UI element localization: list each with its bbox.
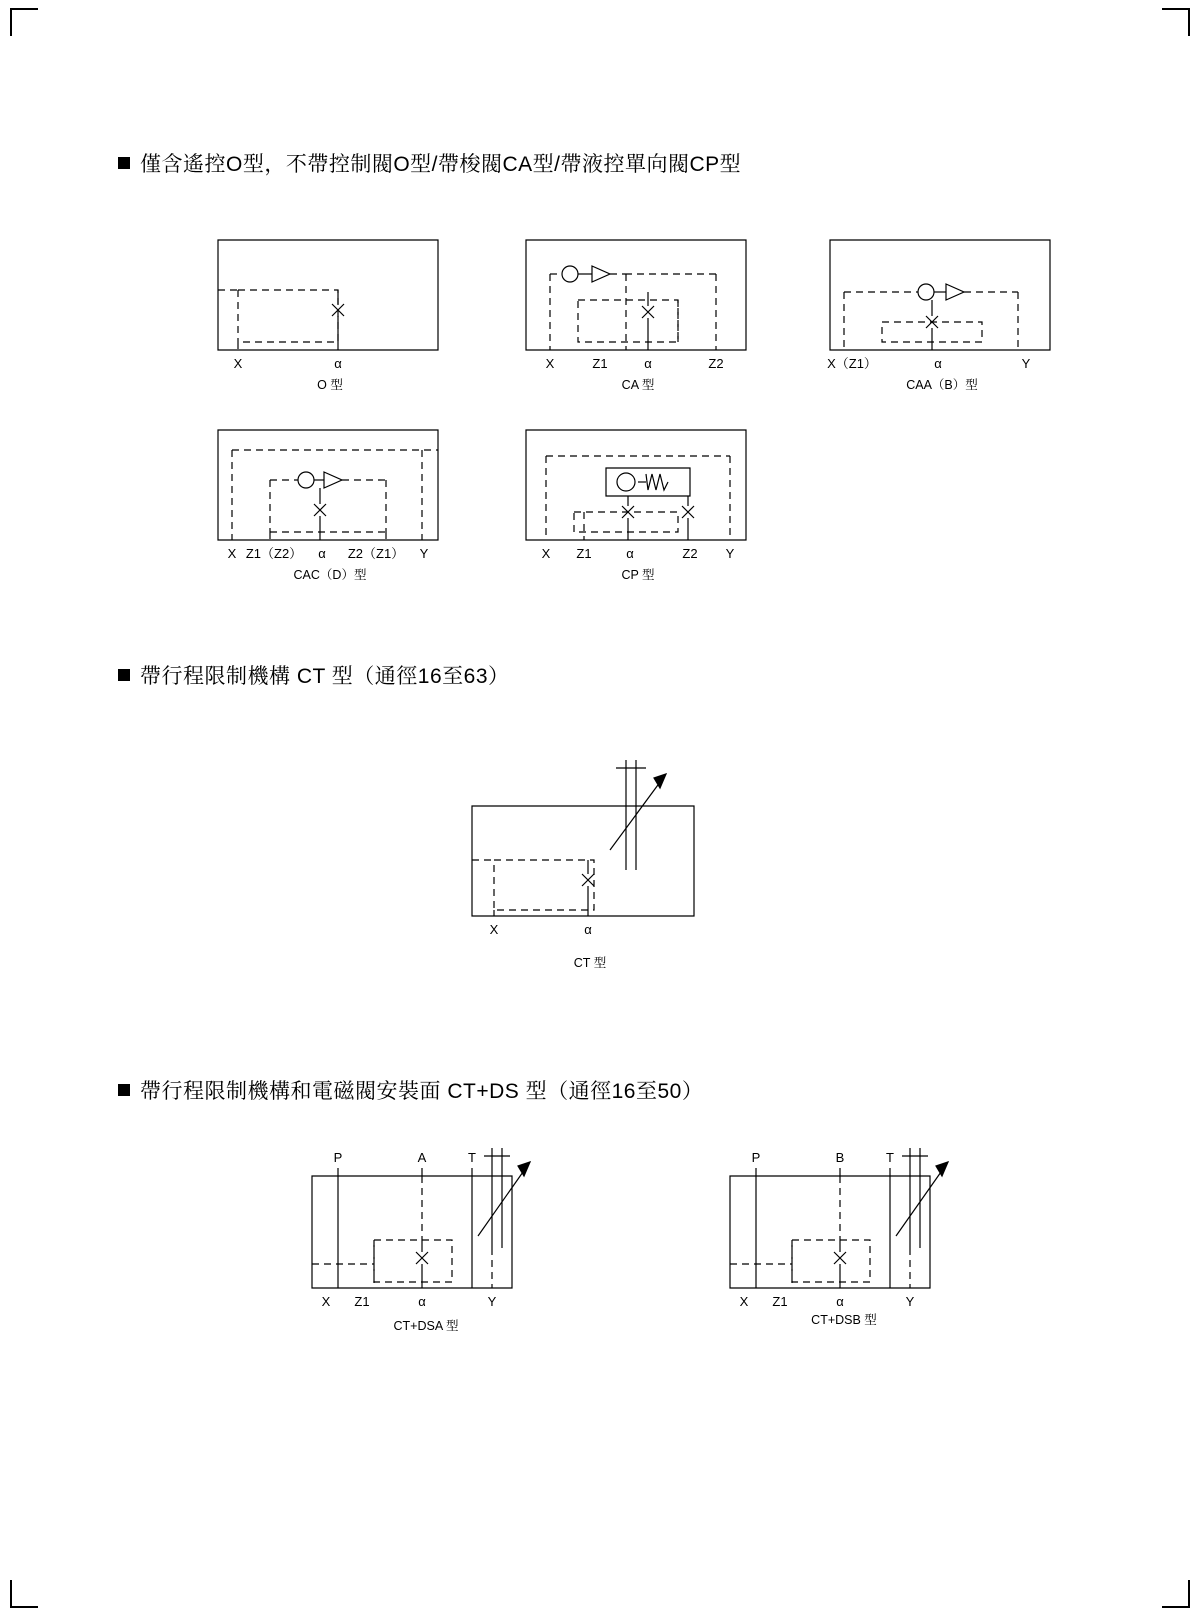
caption-caab-type: CAA（B）型 — [906, 378, 978, 392]
section-heading-3 — [118, 1075, 703, 1105]
port-label: T — [886, 1150, 894, 1165]
port-label: X — [739, 1294, 749, 1309]
crop-mark-top-right — [1162, 8, 1190, 36]
port-label: α — [626, 546, 634, 561]
port-label: X — [489, 922, 499, 937]
port-label: T — [468, 1150, 476, 1165]
figure-cp-type — [518, 420, 758, 570]
caption-ctdsb-type: CT+DSB 型 — [811, 1313, 877, 1327]
caption-cacd-type: CAC（D）型 — [293, 568, 367, 582]
port-label: Z1 — [592, 356, 608, 371]
figure-ctdsa-type — [296, 1140, 556, 1320]
section-title-1: 僅含遙控O型，不帶控制閥O型/帶梭閥CA型/帶液控單向閥CP型 — [140, 153, 742, 176]
section-heading-2 — [118, 660, 510, 690]
crop-mark-top-left — [10, 8, 38, 36]
section-title-3: 帶行程限制機構和電磁閥安裝面 CT+DS 型（通徑16至50） — [140, 1080, 704, 1103]
port-label: α — [334, 356, 342, 371]
port-label: Z1 — [576, 546, 592, 561]
port-label: Z1 — [354, 1294, 370, 1309]
port-label: X — [541, 546, 551, 561]
port-label: α — [836, 1294, 844, 1309]
port-label: P — [751, 1150, 761, 1165]
caption-ca-type: CA 型 — [621, 378, 655, 392]
port-label: B — [835, 1150, 845, 1165]
caption-o-type: O 型 — [317, 378, 343, 392]
section-heading-1 — [118, 148, 741, 178]
bullet-icon — [118, 157, 130, 169]
figure-o-type — [210, 230, 450, 380]
port-label: Z2 — [682, 546, 698, 561]
crop-mark-bottom-left — [10, 1580, 38, 1608]
bullet-icon — [118, 669, 130, 681]
port-label: α — [644, 356, 652, 371]
port-label: Y — [725, 546, 735, 561]
figure-cacd-type — [210, 420, 450, 570]
caption-ctdsa-type: CT+DSA 型 — [393, 1319, 459, 1333]
port-label: P — [333, 1150, 343, 1165]
port-label: Y — [1021, 356, 1031, 371]
figure-caab-type — [822, 230, 1062, 380]
section-title-2: 帶行程限制機構 CT 型（通徑16至63） — [140, 665, 510, 688]
bullet-icon — [118, 1084, 130, 1096]
caption-cp-type: CP 型 — [621, 568, 655, 582]
port-label: α — [934, 356, 942, 371]
caption-ct-type: CT 型 — [573, 956, 607, 970]
port-label: X — [227, 546, 237, 561]
port-label: X — [233, 356, 243, 371]
figure-ct-type — [450, 750, 730, 950]
port-label: X — [321, 1294, 331, 1309]
port-label: Z2 — [708, 356, 724, 371]
port-label: α — [584, 922, 592, 937]
port-label: Y — [487, 1294, 497, 1309]
figure-ca-type — [518, 230, 758, 380]
port-label: Z1 — [772, 1294, 788, 1309]
port-label: X — [545, 356, 555, 371]
crop-mark-bottom-right — [1162, 1580, 1190, 1608]
port-label: α — [418, 1294, 426, 1309]
port-label: Z1（Z2） — [245, 546, 303, 561]
port-label: A — [417, 1150, 427, 1165]
port-label: Y — [419, 546, 429, 561]
port-label: Z2（Z1） — [347, 546, 405, 561]
figure-ctdsb-type — [714, 1140, 974, 1320]
port-label: α — [318, 546, 326, 561]
port-label: X（Z1） — [827, 356, 877, 371]
port-label: Y — [905, 1294, 915, 1309]
